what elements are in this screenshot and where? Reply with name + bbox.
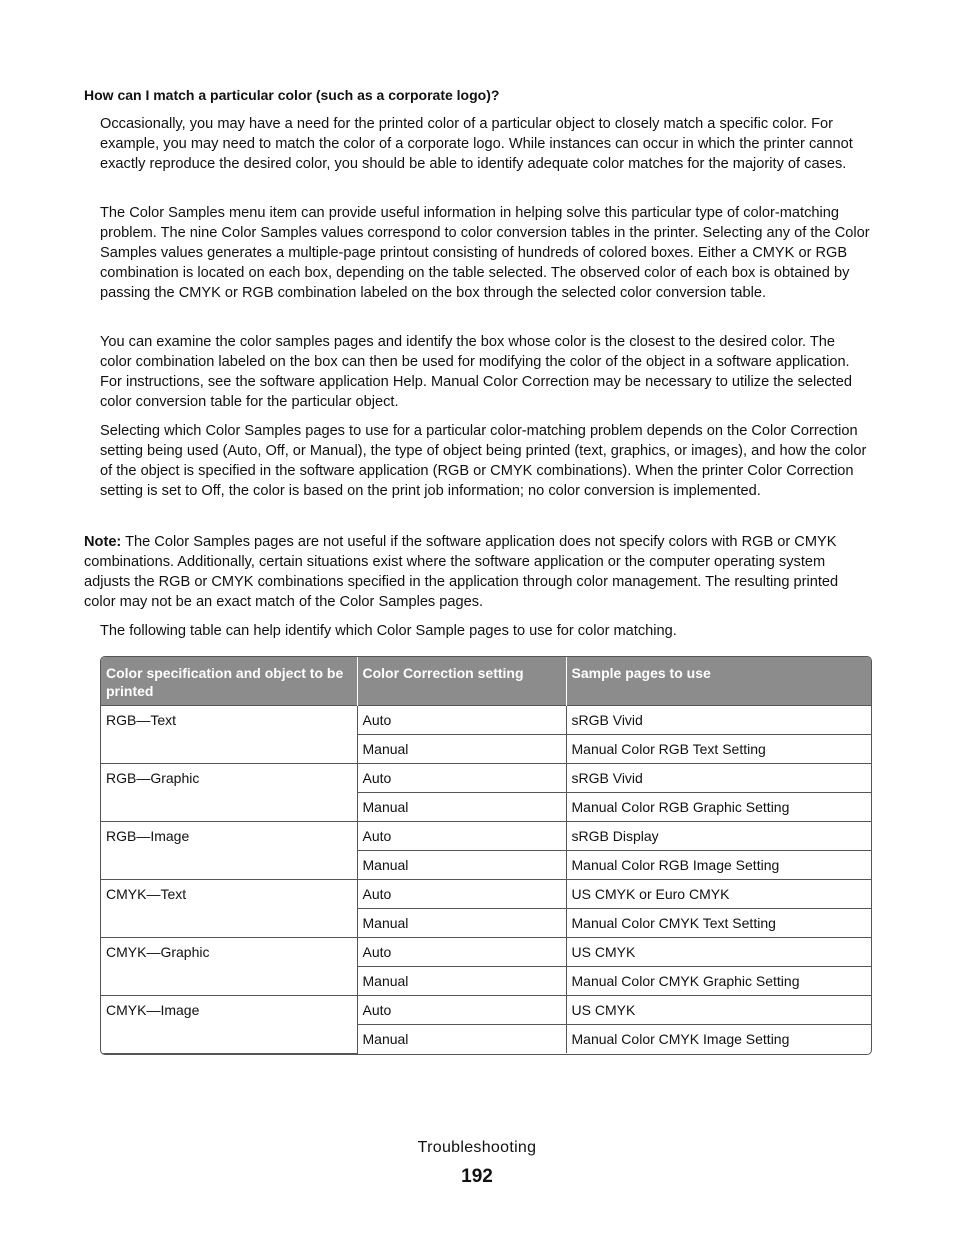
pages-cell: sRGB Vivid bbox=[566, 706, 871, 735]
setting-cell: Auto bbox=[357, 938, 566, 967]
paragraph-selecting: Selecting which Color Samples pages to use for a particular color-matching problem depends on the Color Correction setting being used (Auto, Off, or Manual), the type of object being printed (text, graphics, or images), and how the color of the object is specified in the software application (RGB or CMYK combinations). When the printer Color Correction setting is set to Off, the color is based on the print job information; no color conversion is implemented. bbox=[100, 423, 867, 499]
note-label: Note: bbox=[84, 534, 122, 550]
paragraph-color-samples: The Color Samples menu item can provide useful information in helping solve this particular type of color-matching problem. The nine Color Samples values correspond to color conversion tables in the printer. Selecting any of the Color Samples values generates a multiple-page printout consisting of hundreds of colored boxes. Either a CMYK or RGB combination is located on each box, depending on the table selected. The observed color of each box is obtained by passing the CMYK or RGB combination labeled on the box through the selected color conversion table. bbox=[100, 205, 870, 301]
color-samples-table bbox=[100, 656, 872, 1055]
table-header-row bbox=[101, 657, 871, 706]
setting-cell: Manual bbox=[357, 967, 566, 996]
spec-cell: RGB—Text bbox=[101, 706, 357, 764]
pages-cell: Manual Color CMYK Text Setting bbox=[566, 909, 871, 938]
pages-cell: sRGB Display bbox=[566, 822, 871, 851]
setting-cell: Manual bbox=[357, 735, 566, 764]
setting-cell: Manual bbox=[357, 1025, 566, 1054]
pages-cell: Manual Color CMYK Graphic Setting bbox=[566, 967, 871, 996]
table-row bbox=[101, 706, 871, 735]
pages-cell: US CMYK or Euro CMYK bbox=[566, 880, 871, 909]
page-number: 192 bbox=[461, 1166, 493, 1187]
setting-cell: Auto bbox=[357, 706, 566, 735]
setting-cell: Manual bbox=[357, 793, 566, 822]
pages-cell: US CMYK bbox=[566, 996, 871, 1025]
spec-cell: CMYK—Graphic bbox=[101, 938, 357, 996]
spec-cell: RGB—Image bbox=[101, 822, 357, 880]
spec-cell: CMYK—Image bbox=[101, 996, 357, 1054]
pages-cell: Manual Color RGB Text Setting bbox=[566, 735, 871, 764]
setting-cell: Manual bbox=[357, 909, 566, 938]
pages-cell: Manual Color CMYK Image Setting bbox=[566, 1025, 871, 1054]
setting-cell: Auto bbox=[357, 880, 566, 909]
header-sample-pages: Sample pages to use bbox=[566, 657, 871, 706]
note bbox=[84, 532, 870, 612]
table-row bbox=[101, 880, 871, 909]
table-row bbox=[101, 996, 871, 1025]
setting-cell: Manual bbox=[357, 851, 566, 880]
pages-cell: Manual Color RGB Graphic Setting bbox=[566, 793, 871, 822]
setting-cell: Auto bbox=[357, 764, 566, 793]
table-row bbox=[101, 764, 871, 793]
spec-cell: RGB—Graphic bbox=[101, 764, 357, 822]
pages-cell: US CMYK bbox=[566, 938, 871, 967]
note-text: The Color Samples pages are not useful if the software application does not specify colors with RGB or CMYK combinations. Additionally, certain situations exist where the software application or the computer operating system adjusts the RGB or CMYK combinations specified in the application through color management. The resulting printed color may not be an exact match of the Color Samples pages. bbox=[84, 534, 839, 610]
table-intro: The following table can help identify which Color Sample pages to use for color matching. bbox=[100, 623, 677, 639]
spec-cell: CMYK—Text bbox=[101, 880, 357, 938]
table-row bbox=[101, 822, 871, 851]
pages-cell: sRGB Vivid bbox=[566, 764, 871, 793]
header-color-spec: Color specification and object to be printed bbox=[101, 657, 357, 706]
setting-cell: Auto bbox=[357, 822, 566, 851]
paragraph-examine: You can examine the color samples pages and identify the box whose color is the closest to the desired color. The color combination labeled on the box can then be used for modifying the color of the object in a software application. For instructions, see the software application Help. Manual Color Correction may be necessary to utilize the selected color conversion table for the particular object. bbox=[100, 334, 852, 410]
paragraph-intro: Occasionally, you may have a need for the printed color of a particular object to closely match a specific color. For example, you may need to match the color of a corporate logo. While instances can occur in which the printer cannot exactly reproduce the desired color, you should be able to identify adequate color matches for the majority of cases. bbox=[100, 116, 853, 172]
pages-cell: Manual Color RGB Image Setting bbox=[566, 851, 871, 880]
footer-section-title: Troubleshooting bbox=[417, 1139, 537, 1156]
setting-cell: Auto bbox=[357, 996, 566, 1025]
header-correction-setting: Color Correction setting bbox=[357, 657, 566, 706]
table-row bbox=[101, 938, 871, 967]
question-heading: How can I match a particular color (such as a corporate logo)? bbox=[84, 87, 500, 103]
